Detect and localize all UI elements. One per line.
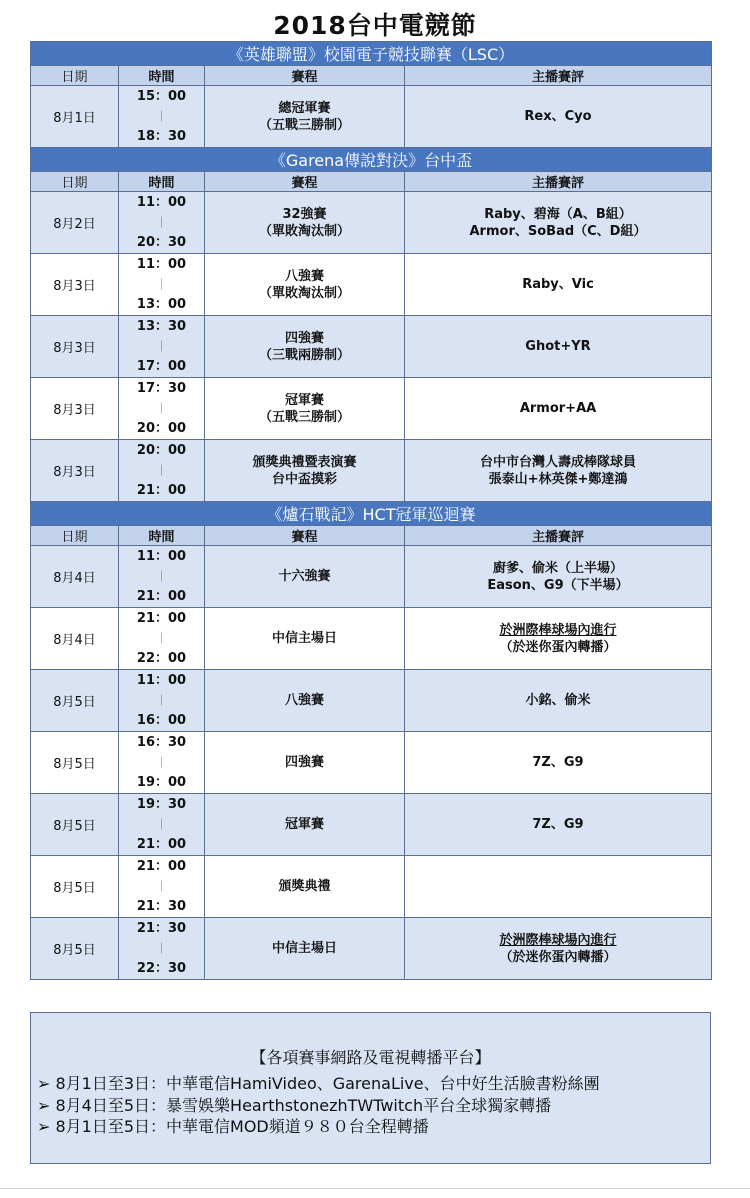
time-separator: ｜	[156, 755, 167, 769]
event-cell	[205, 918, 405, 980]
event-cell	[205, 608, 405, 670]
caster-line: 小銘、偷米	[525, 693, 591, 708]
time-end: 19：00	[136, 774, 187, 790]
caster-cell	[405, 316, 712, 378]
column-header: 主播賽評	[405, 66, 712, 86]
column-header: 賽程	[205, 526, 405, 546]
event-name: 四強賽	[284, 755, 324, 770]
time-end: 21：00	[136, 482, 187, 498]
time-cell	[119, 856, 205, 918]
time-end: 17：00	[136, 358, 187, 374]
time-start: 16：30	[136, 734, 187, 750]
date-cell: 8月4日	[31, 546, 119, 608]
date-cell: 8月1日	[31, 86, 119, 148]
time-start: 19：30	[136, 796, 187, 812]
column-header: 賽程	[205, 172, 405, 192]
caster-cell	[405, 856, 712, 918]
caster-line: Armor+AA	[519, 401, 597, 416]
time-cell	[119, 378, 205, 440]
time-separator: ｜	[156, 817, 167, 831]
column-header: 賽程	[205, 66, 405, 86]
caster-cell	[405, 794, 712, 856]
date-cell: 8月5日	[31, 794, 119, 856]
event-name: 冠軍賽	[284, 817, 324, 832]
caster-line: 張泰山+林英傑+鄭達鴻	[488, 471, 628, 487]
caster-cell	[405, 254, 712, 316]
event-name: 十六強賽	[278, 569, 331, 584]
table-row	[31, 670, 712, 732]
caster-cell	[405, 440, 712, 502]
event-cell	[205, 794, 405, 856]
date-cell: 8月3日	[31, 378, 119, 440]
table-row	[31, 316, 712, 378]
table-row	[31, 608, 712, 670]
time-cell	[119, 608, 205, 670]
time-end: 21：30	[136, 898, 187, 914]
time-cell	[119, 546, 205, 608]
time-separator: ｜	[156, 277, 167, 291]
time-start: 11：00	[136, 194, 187, 210]
time-separator: ｜	[156, 693, 167, 707]
caster-cell	[405, 378, 712, 440]
event-format: （五戰三勝制）	[258, 409, 350, 425]
time-start: 11：00	[136, 256, 187, 272]
time-separator: ｜	[156, 401, 167, 415]
caster-line: 7Z、G9	[532, 755, 584, 770]
time-end: 20：00	[136, 420, 187, 436]
time-start: 21：30	[136, 920, 187, 936]
event-cell	[205, 316, 405, 378]
time-cell	[119, 192, 205, 254]
time-end: 22：30	[136, 960, 187, 976]
time-cell	[119, 86, 205, 148]
event-format: （五戰三勝制）	[258, 117, 350, 133]
time-end: 21：00	[136, 836, 187, 852]
caster-line: Eason、G9（下半場）	[487, 577, 629, 593]
time-start: 17：30	[136, 380, 187, 396]
time-end: 18：30	[136, 128, 187, 144]
bottom-divider	[0, 1188, 750, 1189]
section-heading: 《Garena傳說對決》台中盃	[31, 148, 712, 172]
caster-line: Rex、Cyo	[524, 109, 592, 124]
column-header: 日期	[31, 172, 119, 192]
caster-cell	[405, 670, 712, 732]
caster-line: 於洲際棒球場內進行	[499, 622, 617, 638]
time-start: 13：30	[136, 318, 187, 334]
date-cell: 8月2日	[31, 192, 119, 254]
caster-line: Raby、碧海（A、B組）	[484, 206, 632, 222]
time-end: 21：00	[136, 588, 187, 604]
caster-line: （於迷你蛋內轉播）	[499, 639, 617, 655]
time-end: 22：00	[136, 650, 187, 666]
table-row	[31, 440, 712, 502]
date-cell: 8月4日	[31, 608, 119, 670]
time-start: 11：00	[136, 672, 187, 688]
time-start: 15：00	[136, 88, 187, 104]
column-header: 日期	[31, 526, 119, 546]
section-heading: 《爐石戰記》HCT冠軍巡迴賽	[31, 502, 712, 526]
event-name: 冠軍賽	[284, 392, 324, 408]
event-name: 中信主場日	[271, 631, 337, 646]
broadcast-line: ➢ 8月4日至5日：暴雪娛樂HearthstonezhTWTwitch平台全球獨家轉播	[37, 1096, 552, 1115]
broadcast-line: ➢ 8月1日至5日：中華電信MOD頻道９８０台全程轉播	[37, 1117, 429, 1136]
event-format: 台中盃摸彩	[271, 471, 337, 487]
caster-line: Armor、SoBad（C、D組）	[469, 223, 647, 239]
table-row	[31, 732, 712, 794]
event-name: 頒獎典禮	[278, 879, 331, 894]
time-start: 11：00	[136, 548, 187, 564]
caster-cell	[405, 732, 712, 794]
event-cell	[205, 856, 405, 918]
time-separator: ｜	[156, 941, 167, 955]
caster-line: Ghot+YR	[525, 339, 591, 354]
time-cell	[119, 440, 205, 502]
schedule-table	[30, 41, 712, 980]
table-row	[31, 546, 712, 608]
time-cell	[119, 670, 205, 732]
caster-cell	[405, 546, 712, 608]
table-row	[31, 378, 712, 440]
caster-line: （於迷你蛋內轉播）	[499, 949, 617, 965]
caster-line: 廚爹、偷米（上半場）	[492, 560, 623, 576]
caster-line: Raby、Vic	[522, 277, 594, 292]
column-header: 時間	[119, 172, 205, 192]
event-cell	[205, 254, 405, 316]
event-cell	[205, 378, 405, 440]
time-cell	[119, 794, 205, 856]
table-row	[31, 192, 712, 254]
time-start: 21：00	[136, 610, 187, 626]
time-cell	[119, 254, 205, 316]
time-separator: ｜	[156, 631, 167, 645]
date-cell: 8月3日	[31, 316, 119, 378]
section-heading-row	[31, 502, 712, 526]
time-end: 13：00	[136, 296, 187, 312]
event-name: 中信主場日	[271, 941, 337, 956]
table-row	[31, 918, 712, 980]
event-format: （單敗淘汰制）	[258, 285, 350, 301]
time-cell	[119, 316, 205, 378]
event-name: 總冠軍賽	[278, 100, 331, 116]
date-cell: 8月3日	[31, 254, 119, 316]
column-header: 時間	[119, 526, 205, 546]
caster-cell	[405, 608, 712, 670]
caster-line: 7Z、G9	[532, 817, 584, 832]
date-cell: 8月5日	[31, 670, 119, 732]
time-end: 20：30	[136, 234, 187, 250]
broadcast-line: ➢ 8月1日至3日：中華電信HamiVideo、GarenaLive、台中好生活臉書粉絲團	[37, 1074, 600, 1093]
time-separator: ｜	[156, 109, 167, 123]
time-end: 16：00	[136, 712, 187, 728]
broadcast-title: 【各項賽事網路及電視轉播平台】	[250, 1048, 491, 1067]
page-title: 2018台中電競節	[273, 11, 477, 40]
date-cell: 8月5日	[31, 856, 119, 918]
event-cell	[205, 440, 405, 502]
column-header-row	[31, 526, 712, 546]
caster-line: 於洲際棒球場內進行	[499, 932, 617, 948]
table-row	[31, 856, 712, 918]
time-cell	[119, 918, 205, 980]
event-format: （單敗淘汰制）	[258, 223, 350, 239]
event-cell	[205, 732, 405, 794]
time-separator: ｜	[156, 569, 167, 583]
time-separator: ｜	[156, 215, 167, 229]
column-header: 日期	[31, 66, 119, 86]
caster-cell	[405, 918, 712, 980]
column-header: 主播賽評	[405, 172, 712, 192]
date-cell: 8月5日	[31, 732, 119, 794]
section-heading: 《英雄聯盟》校園電子競技聯賽（LSC）	[31, 42, 712, 66]
caster-cell	[405, 192, 712, 254]
section-heading-row	[31, 42, 712, 66]
table-row	[31, 86, 712, 148]
event-name: 頒獎典禮暨表演賽	[252, 454, 357, 470]
caster-line: 台中市台灣人壽成棒隊球員	[479, 454, 636, 470]
event-cell	[205, 670, 405, 732]
event-name: 四強賽	[284, 330, 324, 346]
time-separator: ｜	[156, 463, 167, 477]
event-format: （三戰兩勝制）	[258, 347, 350, 363]
event-name: 八強賽	[284, 268, 324, 284]
event-name: 八強賽	[284, 693, 324, 708]
broadcast-notes	[30, 1012, 711, 1164]
date-cell: 8月3日	[31, 440, 119, 502]
time-start: 20：00	[136, 442, 187, 458]
event-cell	[205, 192, 405, 254]
caster-cell	[405, 86, 712, 148]
time-separator: ｜	[156, 879, 167, 893]
time-separator: ｜	[156, 339, 167, 353]
section-heading-row	[31, 148, 712, 172]
table-row	[31, 254, 712, 316]
event-name: 32強賽	[282, 206, 327, 222]
date-cell: 8月5日	[31, 918, 119, 980]
column-header-row	[31, 66, 712, 86]
column-header: 時間	[119, 66, 205, 86]
column-header: 主播賽評	[405, 526, 712, 546]
table-row	[31, 794, 712, 856]
event-cell	[205, 546, 405, 608]
event-cell	[205, 86, 405, 148]
column-header-row	[31, 172, 712, 192]
time-start: 21：00	[136, 858, 187, 874]
time-cell	[119, 732, 205, 794]
